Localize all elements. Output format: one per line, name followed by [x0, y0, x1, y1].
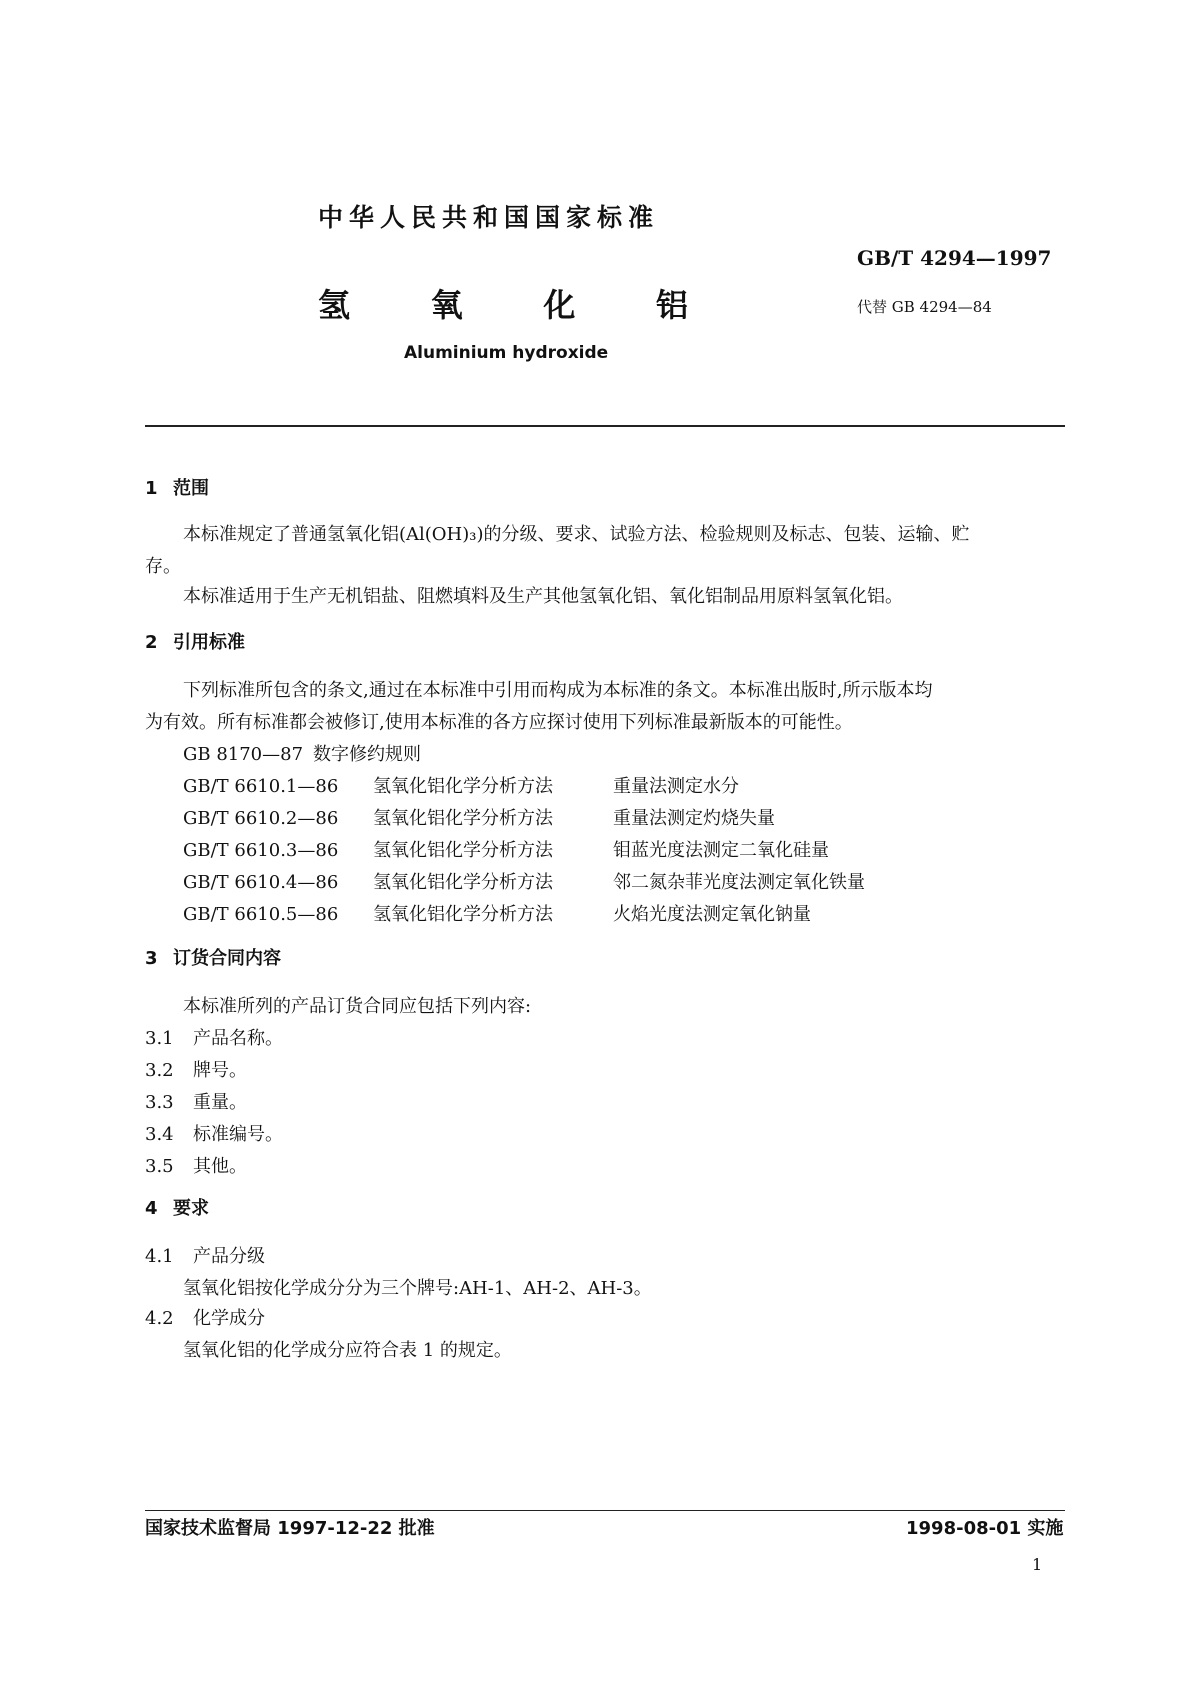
reference-method: 火焰光度法测定氧化钠量	[613, 904, 811, 925]
section-title: 订货合同内容	[173, 948, 281, 969]
clause-item	[145, 1152, 247, 1178]
paragraph: 下列标准所包含的条文,通过在本标准中引用而构成为本标准的条文。本标准出版时,所示版本均	[183, 680, 933, 701]
clause-number: 3.2	[145, 1060, 174, 1081]
title-char: 化	[543, 286, 576, 324]
clause-text: 化学成分	[193, 1308, 265, 1329]
reference-item	[183, 772, 739, 798]
reference-name: 数字修约规则	[313, 744, 421, 765]
section-title: 要求	[173, 1198, 209, 1219]
reference-method: 邻二氮杂菲光度法测定氧化铁量	[613, 872, 865, 893]
reference-code: GB 8170—87	[183, 744, 304, 765]
section-heading-requirements	[145, 1194, 209, 1220]
clause-text: 重量。	[193, 1092, 247, 1113]
reference-item	[183, 900, 811, 926]
clause-text: 产品分级	[193, 1246, 265, 1267]
reference-name: 氢氧化铝化学分析方法	[373, 840, 553, 861]
paragraph: 氢氧化铝的化学成分应符合表 1 的规定。	[183, 1340, 512, 1361]
footer-divider	[145, 1510, 1065, 1511]
reference-method: 钼蓝光度法测定二氧化硅量	[613, 840, 829, 861]
section-heading-references	[145, 628, 245, 654]
paragraph: 存。	[145, 556, 181, 577]
standard-number: GB/T 4294—1997	[857, 246, 1052, 270]
approval-date: 国家技术监督局 1997-12-22 批准	[145, 1518, 435, 1539]
section-number: 2	[145, 632, 158, 653]
reference-code: GB/T 6610.5—86	[183, 904, 339, 925]
paragraph: 氢氧化铝按化学成分分为三个牌号:AH-1、AH-2、AH-3。	[183, 1278, 652, 1299]
english-title: Aluminium hydroxide	[404, 343, 609, 363]
section-heading-scope	[145, 474, 209, 500]
clause-item	[145, 1120, 283, 1146]
implementation-date: 1998-08-01 实施	[906, 1518, 1064, 1539]
clause-item	[145, 1088, 247, 1114]
national-standard-heading: 中华人民共和国国家标准	[318, 203, 660, 232]
section-number: 3	[145, 948, 158, 969]
reference-item	[183, 740, 421, 766]
clause-number: 3.1	[145, 1028, 174, 1049]
reference-item	[183, 804, 775, 830]
header-divider	[145, 425, 1065, 427]
reference-name: 氢氧化铝化学分析方法	[373, 904, 553, 925]
paragraph: 本标准所列的产品订货合同应包括下列内容:	[183, 996, 532, 1017]
reference-code: GB/T 6610.1—86	[183, 776, 339, 797]
clause-number: 3.3	[145, 1092, 174, 1113]
reference-item	[183, 868, 865, 894]
clause-number: 3.4	[145, 1124, 174, 1145]
reference-code: GB/T 6610.3—86	[183, 840, 339, 861]
clause-number: 3.5	[145, 1156, 174, 1177]
page-number: 1	[1032, 1555, 1043, 1574]
section-title: 引用标准	[173, 632, 245, 653]
clause-text: 牌号。	[193, 1060, 247, 1081]
paragraph: 本标准适用于生产无机铝盐、阻燃填料及生产其他氢氧化铝、氧化铝制品用原料氢氧化铝。	[183, 586, 903, 607]
section-number: 1	[145, 478, 158, 499]
section-heading-order-contract	[145, 944, 281, 970]
clause-item	[145, 1304, 265, 1330]
replaces-note: 代替 GB 4294—84	[857, 298, 992, 316]
reference-name: 氢氧化铝化学分析方法	[373, 872, 553, 893]
reference-code: GB/T 6610.2—86	[183, 808, 339, 829]
reference-method: 重量法测定水分	[613, 776, 739, 797]
clause-item	[145, 1024, 283, 1050]
clause-text: 产品名称。	[193, 1028, 283, 1049]
paragraph: 为有效。所有标准都会被修订,使用本标准的各方应探讨使用下列标准最新版本的可能性。	[145, 712, 853, 733]
reference-name: 氢氧化铝化学分析方法	[373, 776, 553, 797]
section-title: 范围	[173, 478, 209, 499]
title-char: 铝	[655, 286, 688, 324]
title-char: 氢	[318, 286, 351, 324]
reference-name: 氢氧化铝化学分析方法	[373, 808, 553, 829]
clause-number: 4.2	[145, 1308, 174, 1329]
clause-text: 标准编号。	[193, 1124, 283, 1145]
clause-item	[145, 1056, 247, 1082]
section-number: 4	[145, 1198, 158, 1219]
clause-text: 其他。	[193, 1156, 247, 1177]
document-title	[318, 280, 688, 326]
clause-number: 4.1	[145, 1246, 174, 1267]
reference-item	[183, 836, 829, 862]
reference-code: GB/T 6610.4—86	[183, 872, 339, 893]
title-char: 氧	[430, 286, 463, 324]
reference-method: 重量法测定灼烧失量	[613, 808, 775, 829]
clause-item	[145, 1242, 265, 1268]
paragraph: 本标准规定了普通氢氧化铝(Al(OH)₃)的分级、要求、试验方法、检验规则及标志、包装、运输、贮	[183, 524, 970, 545]
